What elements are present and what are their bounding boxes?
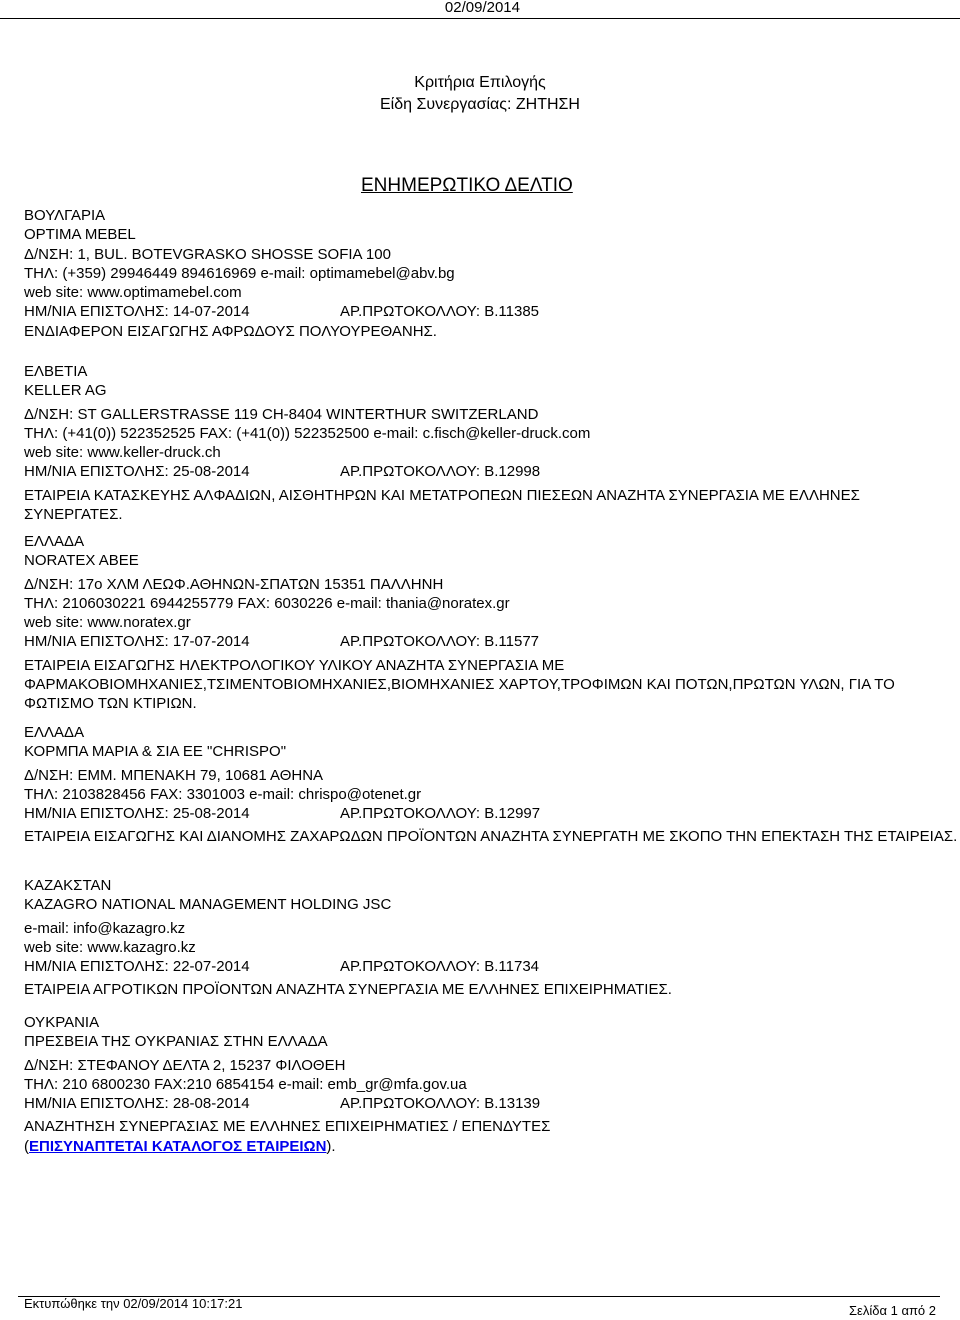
entry-date-row [24, 804, 959, 823]
entry-company: ΠΡΕΣΒΕΙΑ ΤΗΣ ΟΥΚΡΑΝΙΑΣ ΣΤΗΝ ΕΛΛΑΔΑ [24, 1033, 328, 1051]
footer-printed: Εκτυπώθηκε την 02/09/2014 10:17:21 [24, 1296, 243, 1311]
entry-date-row [24, 632, 959, 651]
entry-date: ΗΜ/ΝΙΑ ΕΠΙΣΤΟΛΗΣ: 22-07-2014 [24, 958, 250, 976]
entry-date: ΗΜ/ΝΙΑ ΕΠΙΣΤΟΛΗΣ: 14-07-2014 [24, 303, 250, 321]
entry-address: Δ/ΝΣΗ: 1, BUL. BOTEVGRASKO SHOSSE SOFIA 100 [24, 245, 391, 263]
link-open-paren: ( [24, 1137, 29, 1155]
entry-protocol: ΑΡ.ΠΡΩΤΟΚΟΛΛΟΥ: Β.12998 [340, 463, 541, 481]
entry-phone: ΤΗΛ: (+41(0)) 522352525 FAX: (+41(0)) 522352500 e-mail: c.fisch@keller-druck.com [24, 424, 591, 442]
link-close-paren: ). [326, 1137, 336, 1155]
entry-phone: ΤΗΛ: (+359) 29946449 894616969 e-mail: optimamebel@abv.bg [24, 264, 455, 282]
entry-country: ΚΑΖΑΚΣΤΑΝ [24, 877, 112, 894]
entry-date-row [24, 302, 959, 321]
entry-web: web site: www.keller-druck.ch [24, 444, 221, 462]
entry-protocol: ΑΡ.ΠΡΩΤΟΚΟΛΛΟΥ: Β.12997 [340, 805, 541, 823]
entry-email: e-mail: info@kazagro.kz [24, 919, 186, 937]
entry-web: web site: www.kazagro.kz [24, 938, 196, 956]
entry-country: ΕΛΛΑΔΑ [24, 724, 85, 741]
header-bar [0, 0, 960, 19]
entry-date-row [24, 462, 959, 481]
entry-address: Δ/ΝΣΗ: ΣΤΕΦΑΝΟΥ ΔΕΛΤΑ 2, 15237 ΦΙΛΟΘΕΗ [24, 1056, 346, 1074]
entry-country: ΕΛΒΕΤΙΑ [24, 363, 88, 380]
entry-address: Δ/ΝΣΗ: ΕΜΜ. ΜΠΕΝΑΚΗ 79, 10681 ΑΘΗΝΑ [24, 766, 324, 784]
entry-address: Δ/ΝΣΗ: 17ο ΧΛΜ ΛΕΩΦ.ΑΘΗΝΩΝ-ΣΠΑΤΩΝ 15351 ΠΑΛΛΗΝΗ [24, 575, 444, 593]
entry-date: ΗΜ/ΝΙΑ ΕΠΙΣΤΟΛΗΣ: 25-08-2014 [24, 805, 250, 823]
entry-phone: ΤΗΛ: 2103828456 FAX: 3301003 e-mail: chrispo@otenet.gr [24, 785, 422, 803]
entry-company: ΚΟΡΜΠΑ ΜΑΡΙΑ & ΣΙΑ ΕΕ "CHRISPO" [24, 743, 287, 761]
entry-web: web site: www.optimamebel.com [24, 284, 242, 302]
entry-description: ΕΤΑΙΡΕΙΑ ΕΙΣΑΓΩΓΗΣ ΚΑΙ ΔΙΑΝΟΜΗΣ ΖΑΧΑΡΩΔΩΝ ΠΡΟΪΟΝΤΩΝ ΑΝΑΖΗΤΑ ΣΥΝΕΡΓΑΤΗ ΜΕ ΣΚΟΠΟ ΤΗΝ ΕΠΕΚΤΑΣΗ ΤΗΣ ΕΤΑΙΡΕΙΑΣ. [24, 828, 958, 846]
company-list-link[interactable]: ΕΠΙΣΥΝΑΠΤΕΤΑΙ ΚΑΤΑΛΟΓΟΣ ΕΤΑΙΡΕΙΩΝ [29, 1137, 327, 1155]
entry-phone: ΤΗΛ: 2106030221 6944255779 FAX: 6030226 e-mail: thania@noratex.gr [24, 594, 510, 612]
entry-country: ΕΛΛΑΔΑ [24, 533, 85, 550]
entry-description: ΕΝΔΙΑΦΕΡΟΝ ΕΙΣΑΓΩΓΗΣ ΑΦΡΩΔΟΥΣ ΠΟΛΥΟΥΡΕΘΑΝΗΣ. [24, 322, 437, 340]
entry-country: ΟΥΚΡΑΝΙΑ [24, 1014, 100, 1031]
entry-company: OPTIMA MEBEL [24, 226, 136, 244]
entry-kazakhstan [24, 876, 959, 1000]
entry-web: web site: www.noratex.gr [24, 614, 191, 632]
criteria-type: Είδη Συνεργασίας: ΖΗΤΗΣΗ [380, 96, 580, 113]
entry-protocol: ΑΡ.ΠΡΩΤΟΚΟΛΛΟΥ: Β.11577 [340, 633, 539, 651]
entry-greece-noratex [24, 532, 959, 714]
entry-description: ΕΤΑΙΡΕΙΑ ΚΑΤΑΣΚΕΥΗΣ ΑΛΦΑΔΙΩΝ, ΑΙΣΘΗΤΗΡΩΝ ΚΑΙ ΜΕΤΑΤΡΟΠΕΩΝ ΠΙΕΣΕΩΝ ΑΝΑΖΗΤΑ ΣΥΝΕΡΓΑΣΙΑ ΜΕ ΕΛΛΗΝΕΣ ΣΥΝΕΡΓΑΤΕΣ. [24, 486, 860, 524]
attachment-line [24, 1137, 959, 1156]
bulletin-heading: ΕΝΗΜΕΡΩΤΙΚΟ ΔΕΛΤΙΟ [361, 175, 573, 196]
entry-date: ΗΜ/ΝΙΑ ΕΠΙΣΤΟΛΗΣ: 28-08-2014 [24, 1095, 250, 1113]
entry-date: ΗΜ/ΝΙΑ ΕΠΙΣΤΟΛΗΣ: 25-08-2014 [24, 463, 250, 481]
entry-country: ΒΟΥΛΓΑΡΙΑ [24, 207, 106, 224]
entry-company: KAZAGRO NATIONAL MANAGEMENT HOLDING JSC [24, 896, 392, 914]
entry-description: ΕΤΑΙΡΕΙΑ ΑΓΡΟΤΙΚΩΝ ΠΡΟΪΟΝΤΩΝ ΑΝΑΖΗΤΑ ΣΥΝΕΡΓΑΣΙΑ ΜΕ ΕΛΛΗΝΕΣ ΕΠΙΧΕΙΡΗΜΑΤΙΕΣ. [24, 981, 672, 999]
entry-address: Δ/ΝΣΗ: ST GALLERSTRASSE 119 CH-8404 WINTERTHUR SWITZERLAND [24, 405, 539, 423]
entry-protocol: ΑΡ.ΠΡΩΤΟΚΟΛΛΟΥ: Β.13139 [340, 1095, 541, 1113]
header-date: 02/09/2014 [444, 0, 520, 16]
entry-greece-chrispo [24, 723, 959, 847]
criteria-title: Κριτήρια Επιλογής [414, 74, 546, 91]
entry-company: KELLER AG [24, 382, 107, 400]
entry-company: NORATEX ABEE [24, 552, 139, 570]
entry-switzerland [24, 362, 959, 524]
entry-date-row [24, 1094, 959, 1113]
entry-phone: ΤΗΛ: 210 6800230 FAX:210 6854154 e-mail: emb_gr@mfa.gov.ua [24, 1075, 467, 1093]
entry-protocol: ΑΡ.ΠΡΩΤΟΚΟΛΛΟΥ: Β.11385 [340, 303, 539, 321]
entry-date: ΗΜ/ΝΙΑ ΕΠΙΣΤΟΛΗΣ: 17-07-2014 [24, 633, 250, 651]
criteria-block [0, 72, 960, 116]
entry-date-row [24, 957, 959, 976]
entry-ukraine [24, 1013, 959, 1156]
entry-bulgaria [24, 206, 959, 341]
entry-description: ΕΤΑΙΡΕΙΑ ΕΙΣΑΓΩΓΗΣ ΗΛΕΚΤΡΟΛΟΓΙΚΟΥ ΥΛΙΚΟΥ ΑΝΑΖΗΤΑ ΣΥΝΕΡΓΑΣΙΑ ΜΕ ΦΑΡΜΑΚΟΒΙΟΜΗΧΑΝΙΕΣ,ΤΣΙΜΕΝΤΟΒΙΟΜΗΧΑΝΙΕΣ,ΒΙΟΜΗΧΑΝΙΕΣ ΧΑΡΤΟΥ,ΤΡΟΦΙΜΩΝ ΚΑΙ ΠΟΤΩΝ,ΠΡΩΤΩΝ ΥΛΩΝ, ΓΙΑ ΤΟ ΦΩΤΙΣΜΟ ΤΩΝ ΚΤΙΡΙΩΝ. [24, 656, 895, 713]
entry-description: ΑΝΑΖΗΤΗΣΗ ΣΥΝΕΡΓΑΣΙΑΣ ΜΕ ΕΛΛΗΝΕΣ ΕΠΙΧΕΙΡΗΜΑΤΙΕΣ / ΕΠΕΝΔΥΤΕΣ [24, 1118, 551, 1136]
entry-protocol: ΑΡ.ΠΡΩΤΟΚΟΛΛΟΥ: Β.11734 [340, 958, 539, 976]
footer-page-number: Σελίδα 1 από 2 [849, 1303, 936, 1318]
